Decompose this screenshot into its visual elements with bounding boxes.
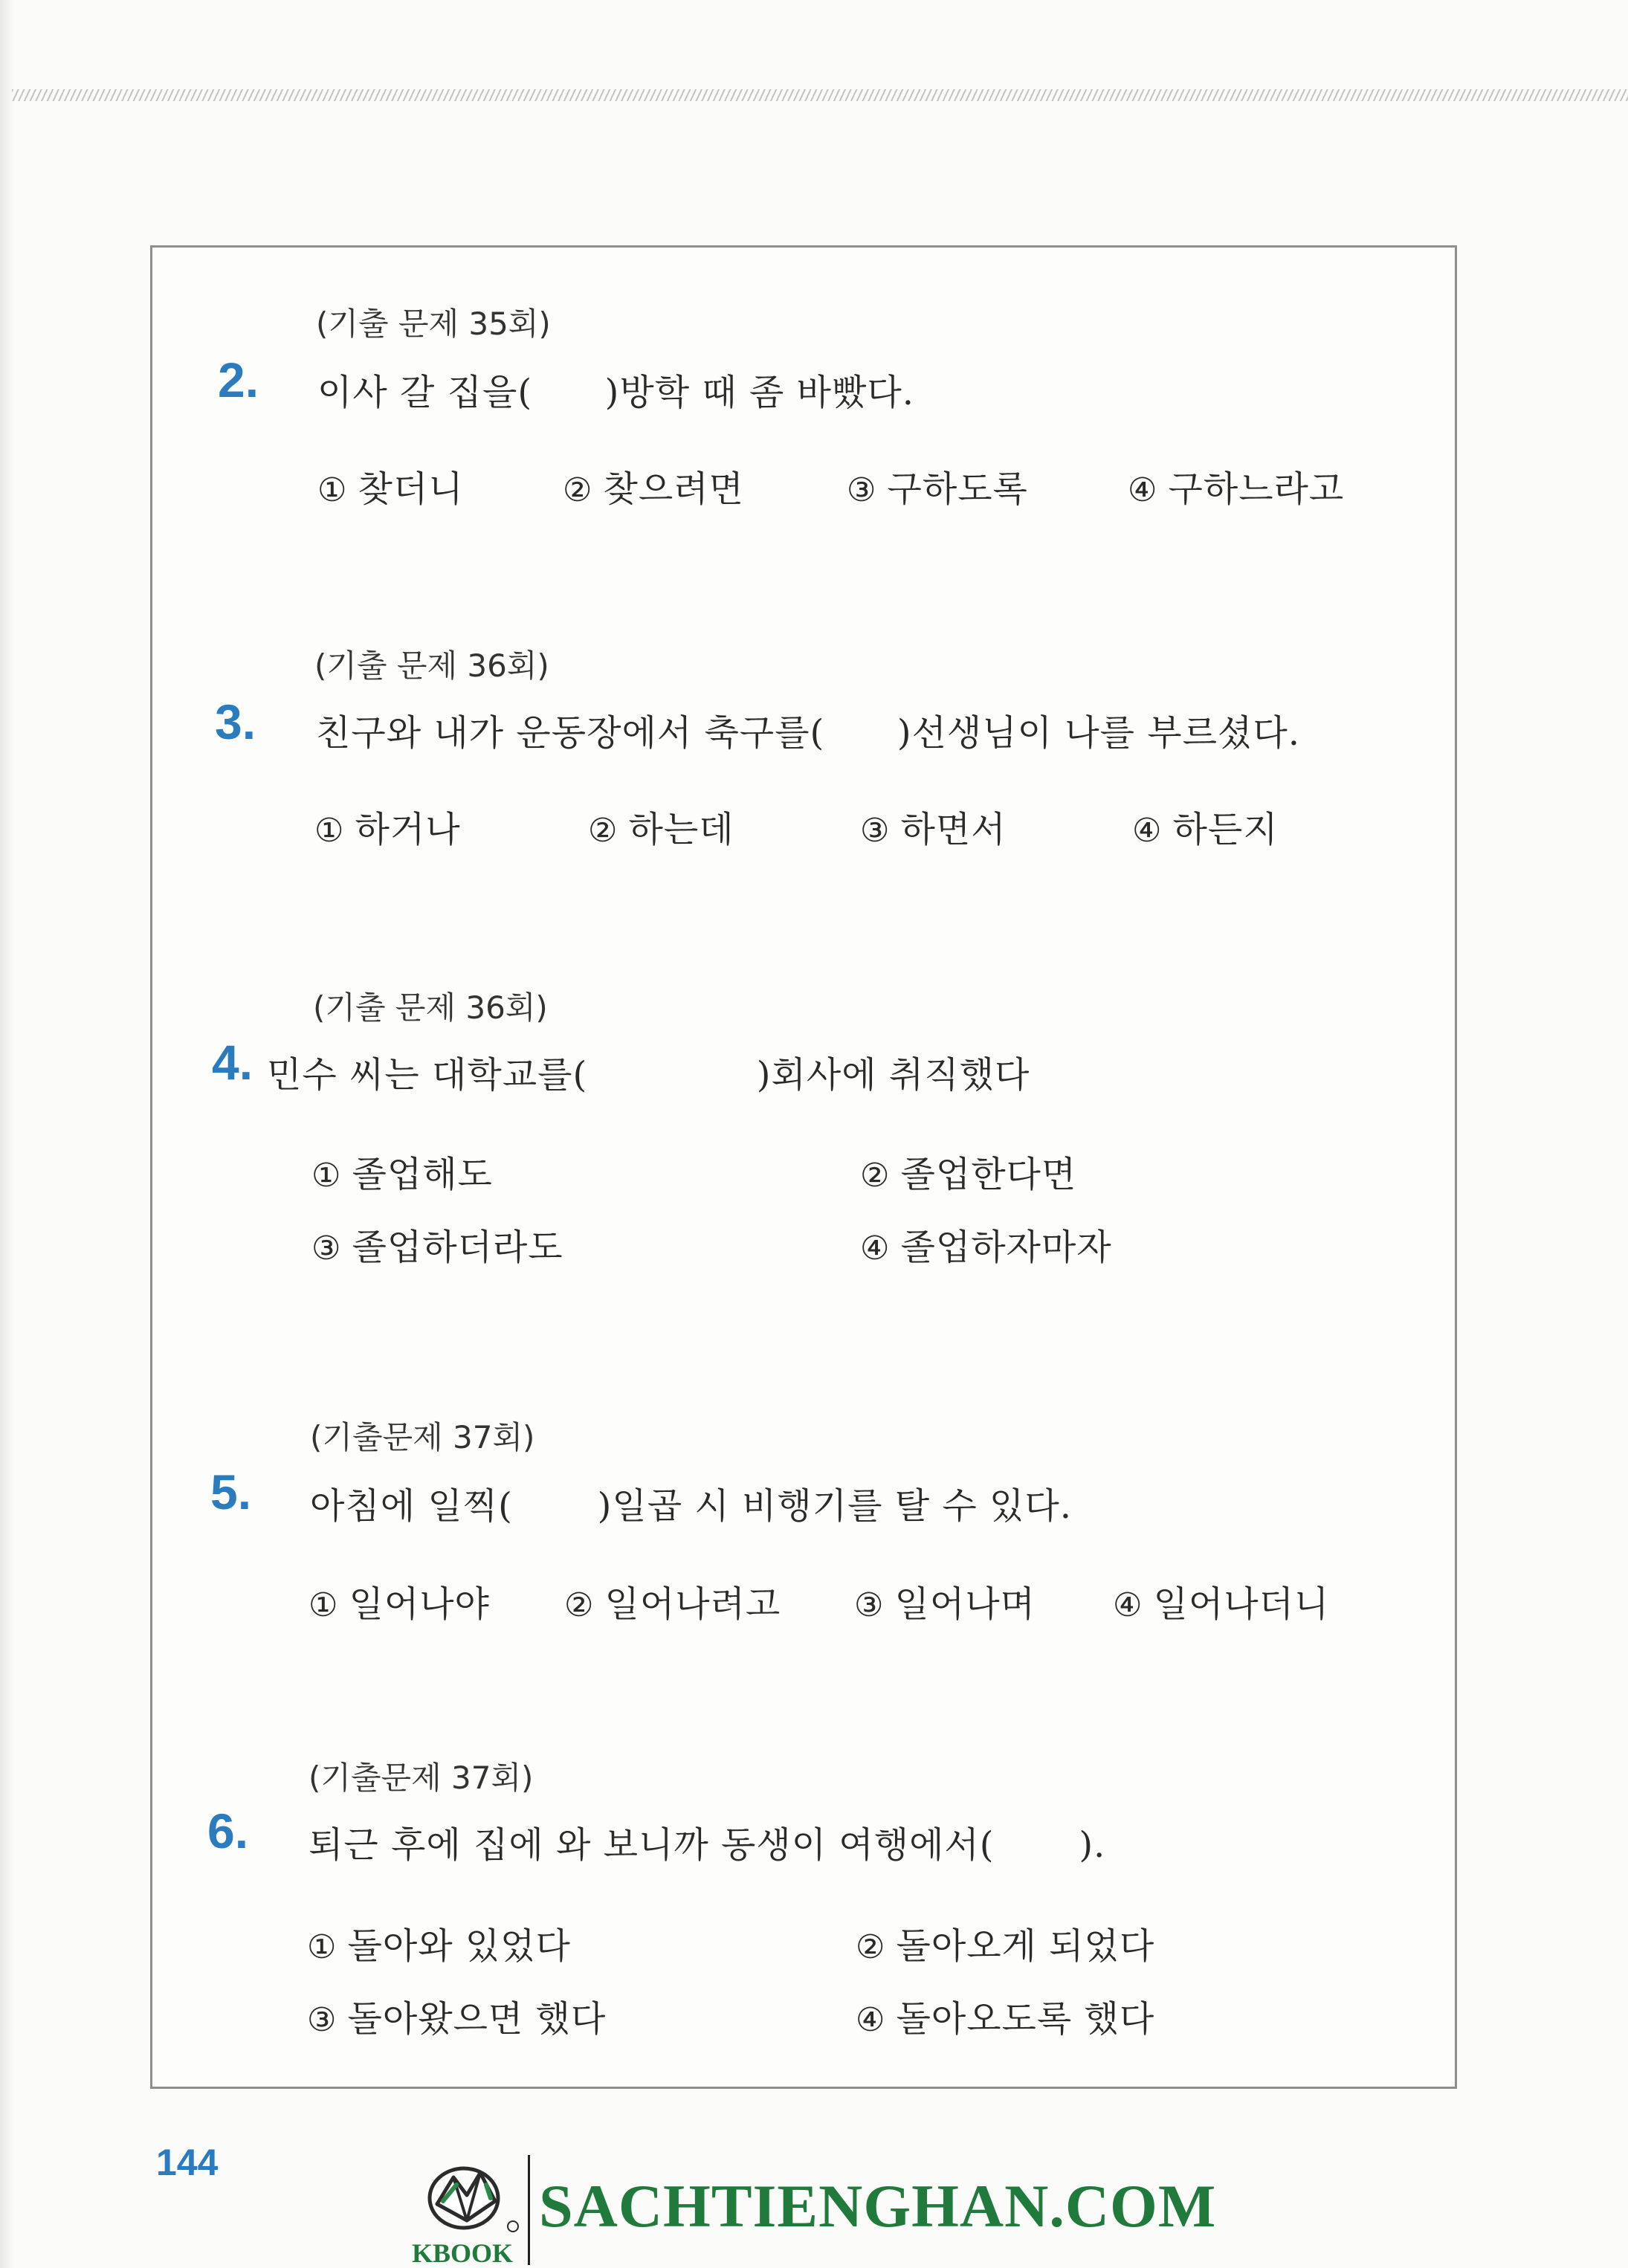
option-1	[314, 801, 461, 852]
option-1	[311, 1146, 493, 1197]
option-mark: ③	[860, 812, 891, 850]
option-text: 하면서	[900, 809, 1007, 850]
option-mark: ②	[588, 812, 618, 850]
option-text: 일어나려고	[604, 1583, 781, 1625]
option-mark: ①	[317, 471, 348, 509]
question-stem: 민수 씨는 대학교를( )회사에 취직했다	[267, 1054, 1030, 1096]
option-2	[856, 1917, 1154, 1968]
option-text: 일어나며	[894, 1583, 1036, 1625]
option-3	[860, 801, 1007, 852]
option-text: 찾으려면	[603, 468, 744, 510]
question-frame	[150, 245, 1457, 2089]
question-source: (기출문제 37회)	[309, 1760, 534, 1796]
option-text: 하는데	[628, 809, 734, 850]
question-source: (기출 문제 36회)	[313, 989, 548, 1026]
option-1	[307, 1917, 571, 1968]
option-4	[856, 1990, 1154, 2041]
option-text: 구하느라고	[1168, 468, 1345, 510]
option-mark: ①	[314, 812, 345, 850]
option-text: 돌아오게 되었다	[896, 1925, 1155, 1967]
option-4	[1113, 1575, 1329, 1626]
question-source: (기출 문제 35회)	[316, 306, 551, 342]
option-1	[309, 1575, 490, 1626]
option-mark: ④	[860, 1230, 891, 1267]
question-number: 5.	[210, 1464, 252, 1519]
option-mark: ②	[856, 1928, 886, 1966]
option-text: 구하도록	[887, 468, 1028, 510]
option-text: 일어나야	[349, 1583, 490, 1625]
option-text: 돌아와 있었다	[347, 1925, 571, 1967]
brand-divider	[528, 2155, 530, 2265]
option-2	[588, 801, 734, 852]
option-3	[847, 460, 1028, 511]
kbook-logo-icon	[409, 2152, 528, 2268]
option-text: 하든지	[1172, 809, 1279, 850]
page-edge-shadow	[0, 0, 13, 2268]
brand-website-text: SACHTIENGHAN.COM	[539, 2172, 1217, 2240]
question-number: 6.	[207, 1803, 249, 1858]
option-1	[317, 460, 464, 511]
option-2	[860, 1146, 1076, 1197]
option-mark: ③	[847, 471, 877, 509]
option-2	[564, 1575, 781, 1626]
option-4	[1128, 460, 1344, 511]
option-mark: ③	[311, 1230, 342, 1267]
question-number: 3.	[215, 694, 256, 749]
header-hatch-rule	[12, 89, 1628, 101]
question-number: 4.	[212, 1035, 253, 1090]
option-text: 졸업하자마자	[900, 1227, 1112, 1268]
option-text: 돌아오도록 했다	[896, 1998, 1155, 2040]
option-text: 찾더니	[358, 468, 464, 510]
option-mark: ②	[564, 1586, 595, 1624]
option-text: 졸업해도	[352, 1154, 493, 1195]
option-mark: ③	[854, 1586, 885, 1624]
option-mark: ②	[860, 1157, 891, 1195]
option-mark: ①	[311, 1157, 342, 1195]
option-mark: ①	[307, 1928, 337, 1966]
question-number: 2.	[218, 352, 259, 407]
option-3	[307, 1990, 606, 2041]
option-3	[311, 1218, 563, 1270]
option-3	[854, 1575, 1036, 1626]
option-text: 일어나더니	[1153, 1583, 1330, 1625]
option-mark: ②	[563, 471, 593, 509]
option-mark: ④	[1132, 812, 1163, 850]
option-text: 졸업한다면	[900, 1154, 1077, 1195]
option-mark: ③	[307, 2001, 337, 2039]
question-stem: 친구와 내가 운동장에서 축구를( )선생님이 나를 부르셨다.	[316, 712, 1301, 754]
page-number: 144	[156, 2142, 219, 2183]
option-4	[1132, 801, 1279, 852]
option-4	[860, 1218, 1112, 1270]
question-stem: 아침에 일찍( )일곱 시 비행기를 탈 수 있다.	[310, 1485, 1072, 1527]
footer-brand	[409, 2152, 1241, 2268]
question-stem: 퇴근 후에 집에 와 보니까 동생이 여행에서( ).	[309, 1824, 1106, 1866]
question-stem: 이사 갈 집을( )방학 때 좀 바빴다.	[317, 372, 914, 413]
question-source: (기출문제 37회)	[310, 1419, 535, 1456]
option-mark: ④	[856, 2001, 886, 2039]
question-source: (기출 문제 36회)	[314, 647, 549, 684]
option-text: 돌아왔으면 했다	[347, 1998, 607, 2040]
option-mark: ④	[1128, 471, 1158, 509]
option-mark: ④	[1113, 1586, 1143, 1624]
option-mark: ①	[309, 1586, 339, 1624]
option-text: 하거나	[355, 809, 461, 850]
option-2	[563, 460, 744, 511]
logo-text: KBOOK	[412, 2238, 514, 2268]
option-text: 졸업하더라도	[352, 1227, 563, 1268]
